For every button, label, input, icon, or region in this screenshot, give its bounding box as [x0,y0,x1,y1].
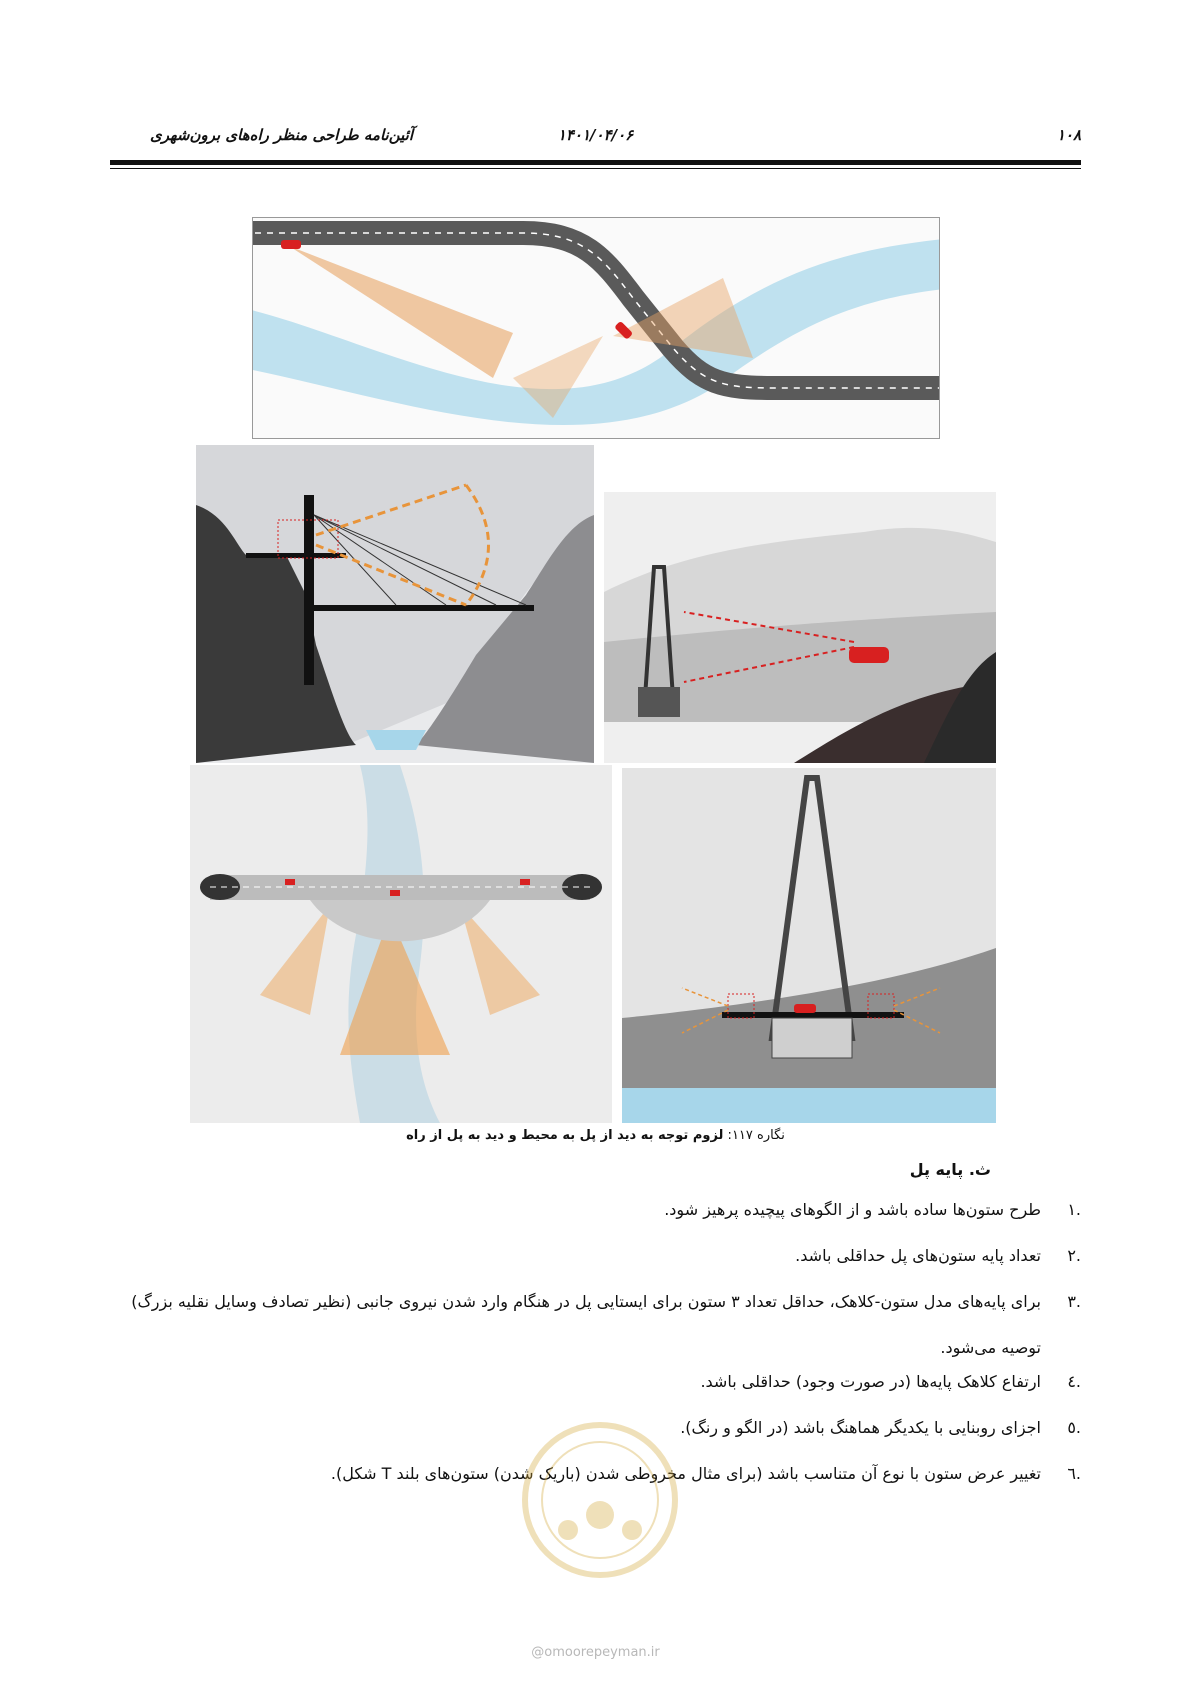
list-item [110,1198,1081,1222]
list-item-text: اجزای روبنایی با یکدیگر هماهنگ باشد (در الگو و رنگ). [680,1418,1041,1437]
car-icon [281,240,301,249]
list-item [110,1370,1081,1394]
list-item [110,1244,1081,1268]
car-icon [520,879,530,885]
car-icon [390,890,400,896]
header-rule-thin [110,168,1081,169]
header-date: ۱۴۰۱/۰۴/۰۶ [557,126,634,144]
car-icon [285,879,295,885]
page-number: ۱۰۸ [1056,126,1081,144]
list-item [110,1279,1081,1371]
bridge-plan-illustration [190,765,612,1123]
list-item-text: طرح ستون‌ها ساده باشد و از الگوهای پیچیده پرهیز شود. [664,1200,1041,1219]
car-icon [849,647,889,663]
figure-caption [0,1128,1191,1143]
list-item-text: ارتفاع کلاهک پایه‌ها (در صورت وجود) حداقلی باشد. [700,1372,1041,1391]
figure-road-river-panel [252,217,940,439]
header-doc-title: آئین‌نامه طراحی منظر راه‌های برون‌شهری [150,126,413,144]
footer-watermark: @omoorepeyman.ir [531,1645,660,1660]
list-item-text: تغییر عرض ستون با نوع آن متناسب باشد (برای مثال مخروطی شدن (باریک شدن) ستون‌های بلند T شکل). [330,1464,1041,1483]
page-header [110,126,1081,154]
figure-valley-bridge-panel [196,445,594,763]
list-item-number: .٥ [1067,1418,1081,1437]
figure-pylon-road-panel [604,492,996,763]
list-item-number: .٤ [1067,1372,1081,1391]
pylon-road-illustration [604,492,996,763]
section-heading: ث. پایه پل [909,1160,991,1179]
figure-pylon-front-panel [622,768,996,1123]
figure-bridge-plan-panel [190,765,612,1123]
watermark-seal-icon [520,1420,680,1580]
list-item-text: تعداد پایه ستون‌های پل حداقلی باشد. [795,1246,1041,1265]
list-item-number: .۳ [1067,1292,1081,1311]
list-item-number: .۱ [1067,1200,1081,1219]
list-item-text: برای پایه‌های مدل ستون-کلاهک، حداقل تعداد ۳ ستون برای ایستایی پل در هنگام وارد شدن نیروی جانبی (نظیر تصادف وسایل نقلیه بزرگ) توصیه می‌شود. [131,1292,1041,1357]
car-icon [794,1004,816,1013]
caption-label: نگاره ۱۱۷: [723,1128,785,1143]
list-item-number: .۲ [1067,1246,1081,1265]
list-item-number: .٦ [1067,1464,1081,1483]
caption-text: لزوم توجه به دید از پل به محیط و دید به پل از راه [406,1128,724,1143]
valley-bridge-illustration [196,445,594,763]
header-rule [110,160,1081,165]
road-river-illustration [253,218,939,438]
pylon-front-illustration [622,768,996,1123]
